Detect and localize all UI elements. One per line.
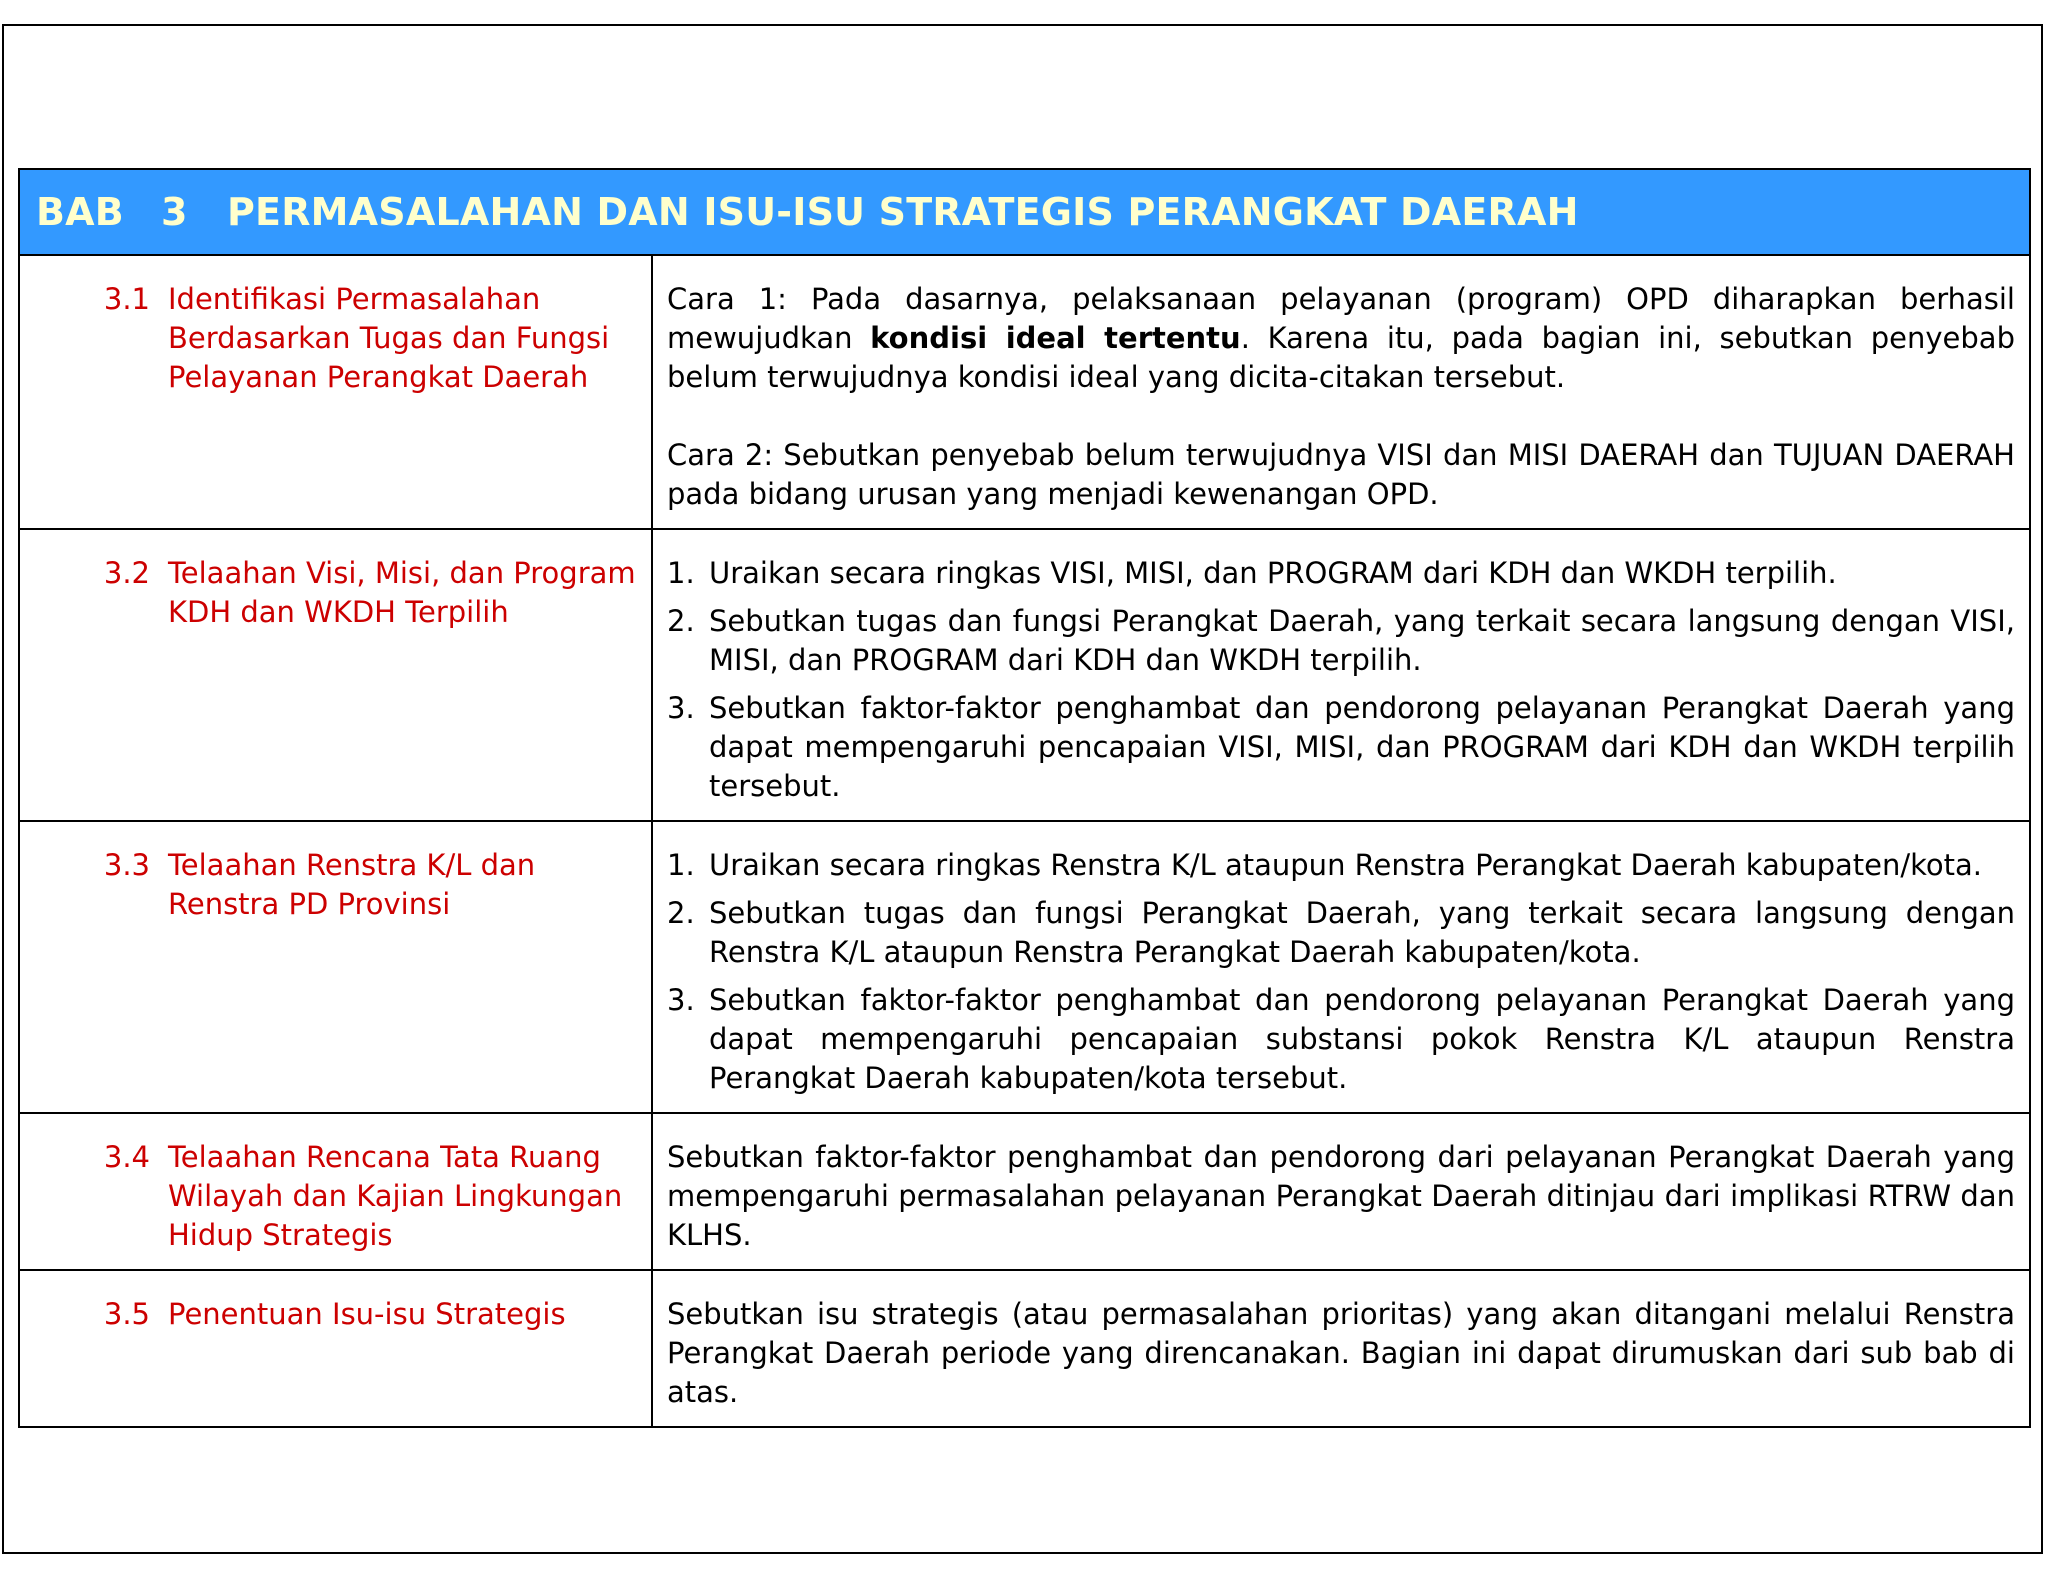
section-heading-cell: [19, 529, 652, 821]
section-number: 3.4: [103, 1140, 150, 1174]
chapter-title: PERMASALAHAN DAN ISU-ISU STRATEGIS PERANGKAT DAERAH: [227, 190, 1579, 234]
list-item-number: 3.: [667, 691, 695, 725]
list-item-text: Sebutkan tugas dan fungsi Perangkat Daerah, yang terkait secara langsung dengan Renstra K/L ataupun Renstra Perangkat Daerah kabupaten/kota.: [709, 896, 2015, 969]
section-heading-cell: [19, 1113, 652, 1270]
list-item-number: 2.: [667, 604, 695, 638]
numbered-list: [667, 846, 2015, 1098]
list-item-number: 1.: [667, 848, 695, 882]
section-content-cell: [652, 1113, 2030, 1270]
section-number: 3.1: [103, 282, 150, 316]
section-row-3-3: [19, 821, 2030, 1113]
section-row-3-2: [19, 529, 2030, 821]
section-title: Telaahan Visi, Misi, dan Program KDH dan WKDH Terpilih: [168, 556, 636, 629]
list-item-number: 1.: [667, 556, 695, 590]
section-number: 3.5: [103, 1297, 150, 1331]
chapter-label: BAB: [36, 190, 124, 234]
section-text: Sebutkan faktor-faktor penghambat dan pendorong dari pelayanan Perangkat Daerah yang mempengaruhi permasalahan pelayanan Perangkat Daerah ditinjau dari implikasi RTRW dan KLHS.: [667, 1140, 2015, 1252]
chapter-table: [18, 168, 2031, 1428]
section-heading-cell: [19, 821, 652, 1113]
section-content-cell: [652, 1270, 2030, 1427]
list-item-text: Sebutkan tugas dan fungsi Perangkat Daerah, yang terkait secara langsung dengan VISI, MISI, dan PROGRAM dari KDH dan WKDH terpilih.: [709, 604, 2015, 677]
emphasis-text: kondisi ideal tertentu: [870, 321, 1241, 355]
list-item-text: Sebutkan faktor-faktor penghambat dan pendorong pelayanan Perangkat Daerah yang dapat mempengaruhi pencapaian VISI, MISI, dan PROGRAM dari KDH dan WKDH terpilih tersebut.: [709, 691, 2015, 803]
list-item: [667, 894, 2015, 972]
section-number: 3.3: [103, 848, 150, 882]
section-title: Penentuan Isu-isu Strategis: [168, 1297, 566, 1331]
section-heading-cell: [19, 1270, 652, 1427]
section-content-cell: [652, 529, 2030, 821]
section-title: Telaahan Renstra K/L dan Renstra PD Provinsi: [168, 848, 536, 921]
numbered-list: [667, 554, 2015, 806]
section-text: Sebutkan isu strategis (atau permasalahan prioritas) yang akan ditangani melalui Renstra Perangkat Daerah periode yang direncanakan. Bagian ini dapat dirumuskan dari sub bab di atas.: [667, 1297, 2015, 1409]
list-item-number: 2.: [667, 896, 695, 930]
paragraph-text: . Karena itu, pada bagian ini, sebutkan penyebab belum terwujudnya kondisi ideal yang dicita-citakan tersebut.: [667, 321, 2015, 394]
list-item: [667, 554, 2015, 593]
list-item-text: Uraikan secara ringkas Renstra K/L ataupun Renstra Perangkat Daerah kabupaten/kota.: [709, 848, 1983, 882]
list-item-text: Sebutkan faktor-faktor penghambat dan pendorong pelayanan Perangkat Daerah yang dapat mempengaruhi pencapaian substansi pokok Renstra K/L ataupun Renstra Perangkat Daerah kabupaten/kota tersebut.: [709, 983, 2015, 1095]
section-row-3-4: [19, 1113, 2030, 1270]
paragraph-cara-1: [667, 280, 2015, 397]
chapter-number: 3: [161, 190, 188, 234]
list-item: [667, 846, 2015, 885]
chapter-header: [19, 169, 2030, 255]
list-item: [667, 689, 2015, 806]
paragraph-cara-2: Cara 2: Sebutkan penyebab belum terwujudnya VISI dan MISI DAERAH dan TUJUAN DAERAH pada bidang urusan yang menjadi kewenangan OPD.: [667, 438, 2015, 511]
section-title: Telaahan Rencana Tata Ruang Wilayah dan Kajian Lingkungan Hidup Strategis: [168, 1140, 623, 1252]
section-content-cell: [652, 821, 2030, 1113]
section-row-3-5: [19, 1270, 2030, 1427]
section-row-3-1: [19, 255, 2030, 529]
list-item-text: Uraikan secara ringkas VISI, MISI, dan PROGRAM dari KDH dan WKDH terpilih.: [709, 556, 1837, 590]
chapter-header-row: [19, 169, 2030, 255]
section-heading-cell: [19, 255, 652, 529]
list-item-number: 3.: [667, 983, 695, 1017]
list-item: [667, 602, 2015, 680]
list-item: [667, 981, 2015, 1098]
paragraph-text: Cara 1: Pada dasarnya, pelaksanaan pelayanan (program) OPD diharapkan berhasil mewujudkan: [667, 282, 2015, 355]
section-number: 3.2: [103, 556, 150, 590]
section-content-cell: [652, 255, 2030, 529]
section-title: Identifikasi Permasalahan Berdasarkan Tugas dan Fungsi Pelayanan Perangkat Daerah: [168, 282, 610, 394]
